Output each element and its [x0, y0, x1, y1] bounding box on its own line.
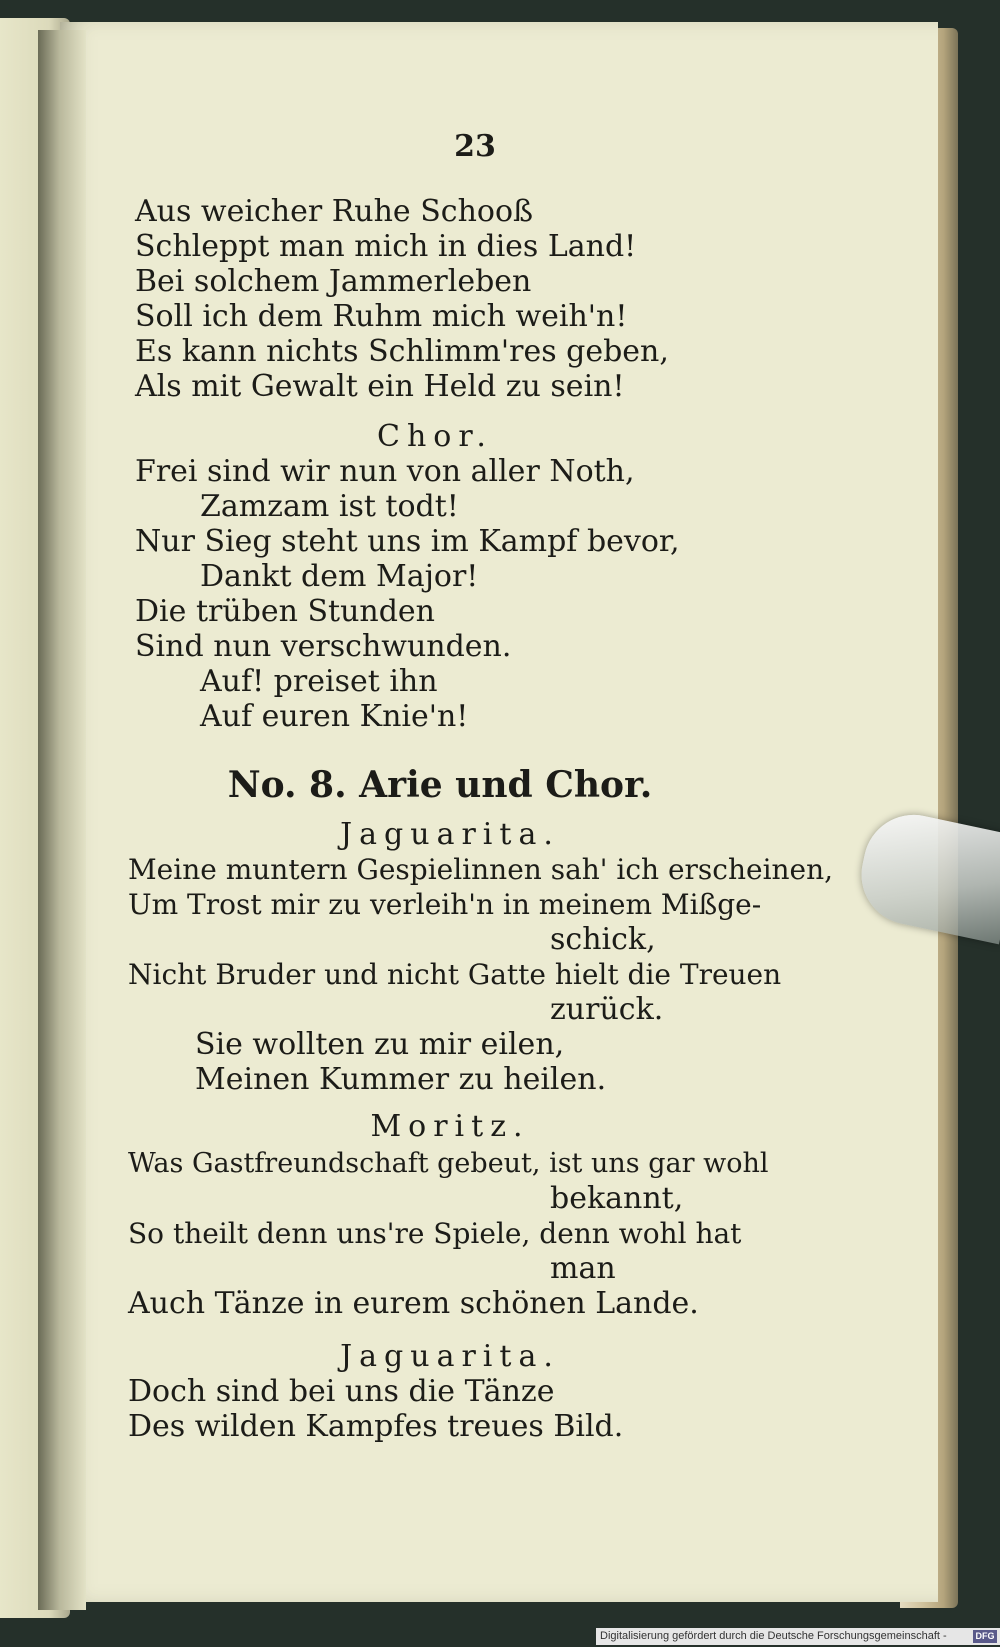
speaker-label-jaguarita: Jaguarita.: [340, 1339, 560, 1374]
verse-line: Sie wollten zu mir eilen,: [195, 1027, 565, 1062]
verse-line: Auf! preiset ihn: [200, 664, 438, 699]
verse-line: Was Gastfreundschaft gebeut, ist uns gar wohl: [128, 1148, 769, 1179]
page-number: 23: [454, 129, 496, 164]
verse-line: Um Trost mir zu verleih'n in meinem Mißge-: [128, 888, 762, 921]
verse-line: Nicht Bruder und nicht Gatte hielt die Treuen: [128, 958, 782, 991]
verse-line: Zamzam ist todt!: [200, 489, 459, 524]
section-heading: No. 8. Arie und Chor.: [227, 764, 653, 806]
verse-line: Aus weicher Ruhe Schooß: [135, 194, 534, 229]
verse-line: Die trüben Stunden: [135, 594, 435, 629]
verse-line: Doch sind bei uns die Tänze: [128, 1374, 555, 1409]
verse-line: Frei sind wir nun von aller Noth,: [135, 454, 635, 489]
speaker-label-moritz: Moritz.: [370, 1109, 530, 1144]
verse-line: So theilt denn uns're Spiele, denn wohl hat: [128, 1217, 742, 1250]
verse-line: Meinen Kummer zu heilen.: [195, 1062, 607, 1097]
speaker-label-jaguarita: Jaguarita.: [340, 817, 560, 852]
verse-line: zurück.: [550, 992, 664, 1027]
verse-line: Auf euren Knie'n!: [200, 699, 469, 734]
verse-line: schick,: [550, 922, 656, 957]
verse-line: Es kann nichts Schlimm'res geben,: [135, 334, 669, 369]
verse-line: Auch Tänze in eurem schönen Lande.: [128, 1286, 699, 1321]
verse-line: bekannt,: [550, 1181, 684, 1216]
verse-line: man: [550, 1251, 616, 1286]
verse-line: Meine muntern Gespielinnen sah' ich erscheinen,: [128, 853, 834, 886]
speaker-label-chor: Chor.: [377, 419, 493, 454]
verse-line: Des wilden Kampfes treues Bild.: [128, 1409, 624, 1444]
footer-credit: Digitalisierung gefördert durch die Deutsche Forschungsgemeinschaft -: [600, 1630, 947, 1642]
dfg-logo-icon: DFG: [973, 1630, 997, 1643]
verse-line: Bei solchem Jammerleben: [135, 264, 532, 299]
verse-line: Sind nun verschwunden.: [135, 629, 512, 664]
verse-line: Schleppt man mich in dies Land!: [135, 229, 637, 264]
verse-line: Dankt dem Major!: [200, 559, 479, 594]
verse-line: Als mit Gewalt ein Held zu sein!: [135, 369, 625, 404]
book-gutter: [38, 30, 86, 1610]
verse-line: Nur Sieg steht uns im Kampf bevor,: [135, 524, 680, 559]
verse-line: Soll ich dem Ruhm mich weih'n!: [135, 299, 628, 334]
